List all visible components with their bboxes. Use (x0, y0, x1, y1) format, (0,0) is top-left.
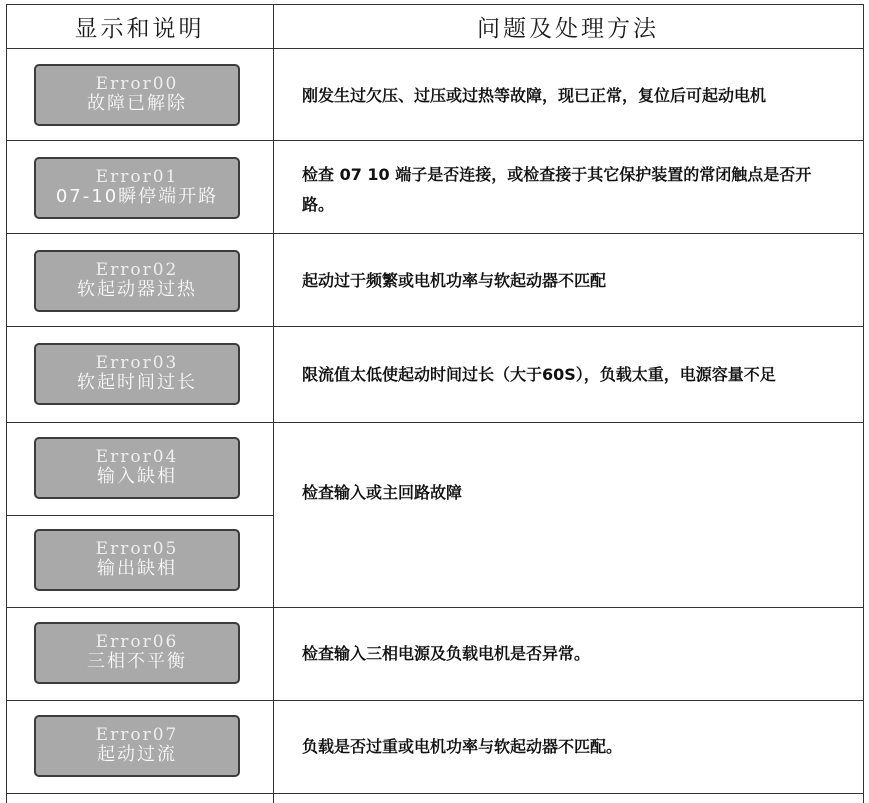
lcd-display-error02 (34, 250, 240, 312)
row-divider (6, 700, 864, 701)
error-message: 故障已解除 (87, 93, 187, 115)
error-message: 软起动器过热 (77, 279, 197, 301)
solution-text: 检查输入三相电源及负载电机是否异常。 (302, 644, 591, 663)
solution-text: 起动过于频繁或电机功率与软起动器不匹配 (302, 271, 607, 290)
solution-text: 负载是否过重或电机功率与软起动器不匹配。 (302, 737, 623, 756)
solution-text: 检查 07 10 端子是否连接，或检查接于其它保护装置的常闭触点是否开路。 (302, 165, 812, 214)
column-header-display: 显示和说明 (74, 15, 205, 42)
error-message: 起动过流 (97, 744, 177, 766)
header-divider (6, 48, 864, 49)
lcd-display-error00 (34, 64, 240, 126)
row-divider (6, 422, 864, 423)
lcd-display-error01 (34, 157, 240, 219)
row-divider (6, 793, 864, 794)
error-code: Error05 (95, 539, 179, 560)
column-header-solution: 问题及处理方法 (477, 15, 659, 42)
error-code: Error03 (95, 353, 179, 374)
error-message: 三相不平衡 (87, 651, 187, 673)
error-code: Error04 (95, 447, 179, 468)
solution-text: 限流值太低使起动时间过长（大于60S），负载太重，电源容量不足 (302, 365, 776, 384)
lcd-display-error05 (34, 529, 240, 591)
solution-text: 刚发生过欠压、过压或过热等故障，现已正常，复位后可起动电机 (302, 86, 767, 105)
error-message: 软起时间过长 (77, 372, 197, 394)
error-message: 输入缺相 (97, 466, 177, 488)
lcd-display-error07 (34, 715, 240, 777)
table-border-right (863, 4, 864, 803)
solution-text-merged: 检查输入或主回路故障 (302, 483, 463, 502)
row-divider-partial (6, 515, 273, 516)
row-divider (6, 140, 864, 141)
lcd-display-error04 (34, 437, 240, 499)
row-divider (6, 326, 864, 327)
row-divider (6, 607, 864, 608)
error-message: 输出缺相 (97, 558, 177, 580)
error-code-table (6, 4, 864, 803)
error-code: Error01 (95, 167, 179, 188)
lcd-display-error06 (34, 622, 240, 684)
error-message: 07-10瞬停端开路 (55, 186, 219, 208)
row-divider (6, 233, 864, 234)
lcd-display-error03 (34, 343, 240, 405)
error-code: Error07 (95, 725, 179, 746)
table-border-left (6, 4, 7, 803)
error-code: Error02 (95, 260, 179, 281)
error-code: Error00 (95, 74, 179, 95)
column-divider (273, 4, 274, 803)
error-code: Error06 (95, 632, 179, 653)
